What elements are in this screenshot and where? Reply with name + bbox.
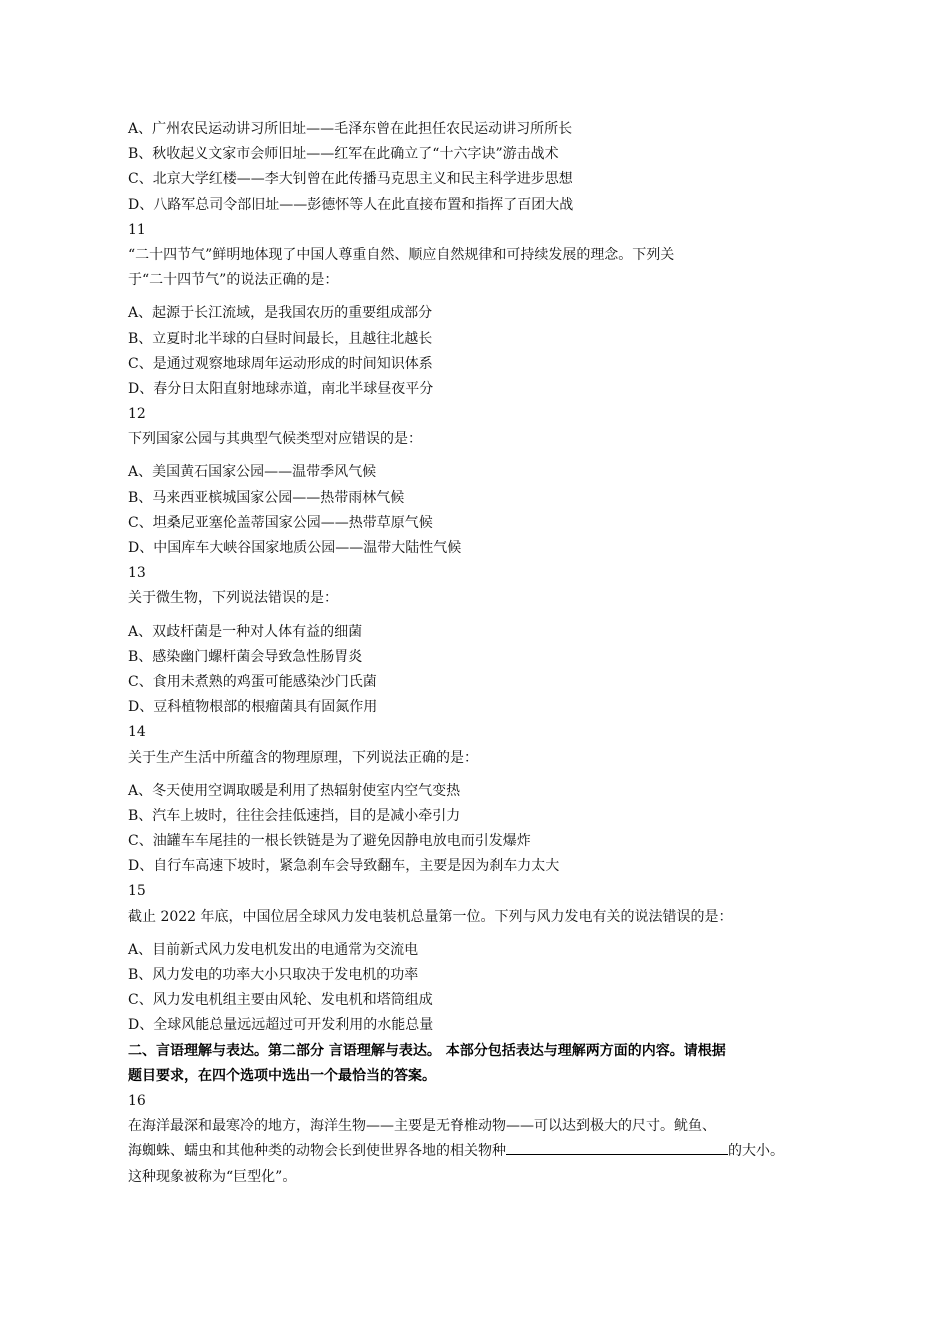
q10-option-a: A、广州农民运动讲习所旧址——毛泽东曾在此担任农民运动讲习所所长 (128, 121, 573, 137)
q11-block (128, 218, 834, 402)
exam-page (128, 117, 834, 1190)
answer-blank (506, 1140, 728, 1155)
q16-stem-line2-after: 的大小。 (728, 1143, 784, 1160)
q14-block (128, 720, 834, 879)
q15-number: 15 (128, 883, 146, 900)
q14-stem: 关于生产生活中所蕴含的物理原理，下列说法正确的是： (128, 749, 478, 766)
q15-option-a: A、目前新式风力发电机发出的电通常为交流电 (128, 941, 419, 958)
q16-stem-line2-before: 海蜘蛛、蠕虫和其他种类的动物会长到使世界各地的相关物种 (128, 1143, 506, 1160)
section-2-title-line2: 题目要求，在四个选项中选出一个最恰当的答案。 (128, 1067, 436, 1084)
section-2-title-line1: 二、言语理解与表达。第二部分 言语理解与表达。 本部分包括表达与理解两方面的内容。请根据 (128, 1042, 726, 1059)
q12-option-d: D、中国库车大峡谷国家地质公园——温带大陆性气候 (128, 540, 462, 556)
spacer (128, 293, 834, 301)
section-2-heading (128, 1039, 834, 1089)
q11-number: 11 (128, 221, 146, 238)
q14-option-a: A、冬天使用空调取暖是利用了热辐射使室内空气变热 (128, 782, 461, 799)
spacer (128, 771, 834, 779)
spacer (128, 612, 834, 620)
q15-option-c: C、风力发电机组主要由风轮、发电机和塔筒组成 (128, 992, 433, 1009)
q10-option-d: D、八路军总司令部旧址——彭德怀等人在此直接布置和指挥了百团大战 (128, 196, 574, 213)
q13-option-c: C、食用未煮熟的鸡蛋可能感染沙门氏菌 (128, 673, 377, 690)
q10-option-b: B、秋收起义文家市会师旧址——红军在此确立了“十六字诀”游击战术 (128, 146, 559, 163)
q11-stem-line1: “二十四节气”鲜明地体现了中国人尊重自然、顺应自然规律和可持续发展的理念。下列关 (128, 246, 675, 263)
q14-number: 14 (128, 724, 146, 741)
q14-option-b: B、汽车上坡时，往往会挂低速挡，目的是减小牵引力 (128, 807, 461, 824)
q16-number: 16 (128, 1092, 146, 1109)
q11-option-a: A、起源于长江流域，是我国农历的重要组成部分 (128, 305, 433, 322)
q15-option-d: D、全球风能总量远远超过可开发利用的水能总量 (128, 1017, 434, 1034)
q12-option-b: B、马来西亚槟城国家公园——热带雨林气候 (128, 489, 405, 506)
q10-option-c: C、北京大学红楼——李大钊曾在此传播马克思主义和民主科学进步思想 (128, 171, 573, 188)
q14-option-d: D、自行车高速下坡时，紧急刹车会导致翻车，主要是因为刹车力太大 (128, 858, 560, 875)
q15-option-b: B、风力发电的功率大小只取决于发电机的功率 (128, 967, 419, 983)
q13-stem: 关于微生物，下列说法错误的是： (128, 590, 338, 607)
q10-options (128, 117, 834, 218)
q11-option-c: C、是通过观察地球周年运动形成的时间知识体系 (128, 355, 433, 372)
q16-stem-line3: 这种现象被称为“巨型化”。 (128, 1168, 297, 1185)
q11-stem-line2: 于“二十四节气”的说法正确的是： (128, 272, 339, 289)
q15-block (128, 879, 834, 1038)
q13-block (128, 561, 834, 720)
q16-stem-line1: 在海洋最深和最寒冷的地方，海洋生物——主要是无脊椎动物——可以达到极大的尺寸。鱿鱼、 (128, 1118, 716, 1135)
q11-option-d: D、春分日太阳直射地球赤道，南北半球昼夜平分 (128, 380, 434, 397)
q11-option-b: B、立夏时北半球的白昼时间最长，且越往北越长 (128, 330, 433, 347)
q12-stem: 下列国家公园与其典型气候类型对应错误的是： (128, 431, 422, 448)
q16-block (128, 1089, 834, 1190)
q13-option-b: B、感染幽门螺杆菌会导致急性肠胃炎 (128, 648, 363, 665)
q14-option-c: C、油罐车车尾挂的一根长铁链是为了避免因静电放电而引发爆炸 (128, 833, 531, 850)
q13-option-d: D、豆科植物根部的根瘤菌具有固氮作用 (128, 699, 378, 716)
q13-option-a: A、双歧杆菌是一种对人体有益的细菌 (128, 623, 363, 640)
q12-option-c: C、坦桑尼亚塞伦盖蒂国家公园——热带草原气候 (128, 514, 433, 531)
q12-option-a: A、美国黄石国家公园——温带季风气候 (128, 464, 377, 481)
q12-number: 12 (128, 406, 146, 423)
spacer (128, 452, 834, 460)
spacer (128, 930, 834, 938)
q15-stem: 截止 2022 年底，中国位居全球风力发电装机总量第一位。下列与风力发电有关的说法错误的是： (128, 908, 733, 925)
q16-stem-line2 (128, 1139, 834, 1164)
q13-number: 13 (128, 565, 146, 582)
q12-block (128, 402, 834, 561)
